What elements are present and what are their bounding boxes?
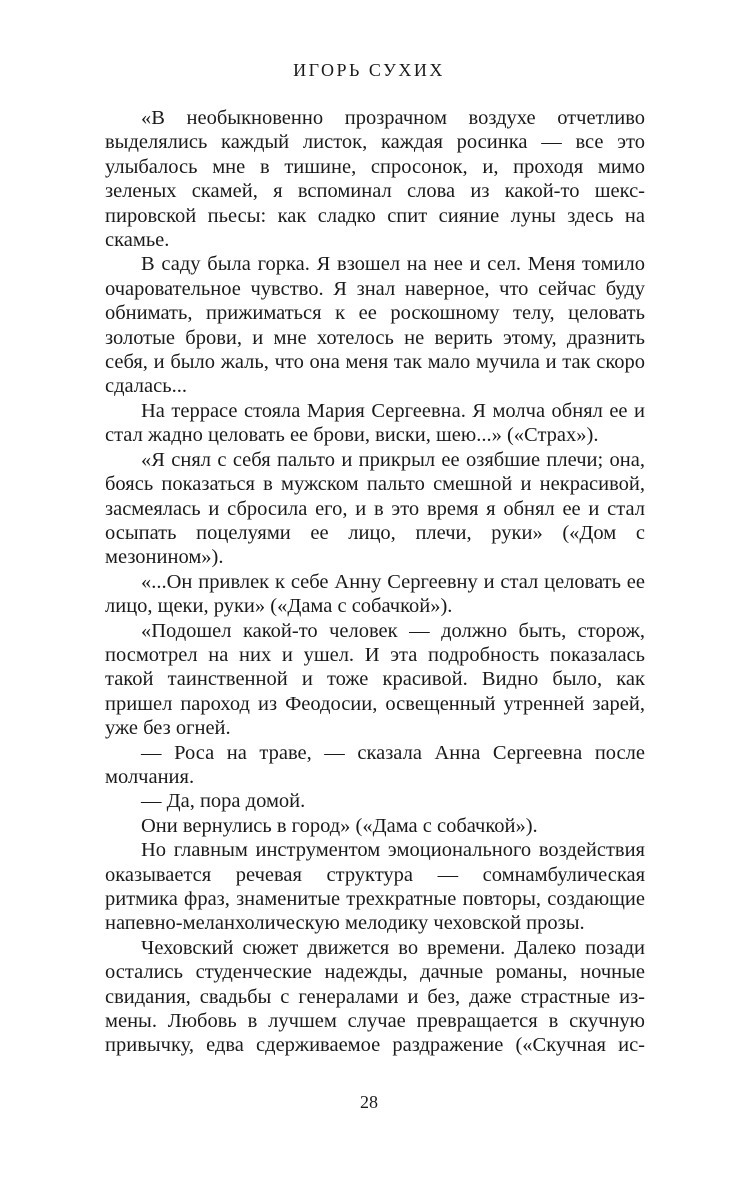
paragraph: Чеховский сюжет движется во времени. Далеко позади остались студенческие надежды, дачные романы, ночные свидания, свадьбы с генералами и без, даже страстные измены. Любовь в лучшем случае превращается в скучную привычку, едва сдерживаемое раздражение («Скучная ис-	[105, 936, 645, 1057]
paragraph: «Подошел какой-то человек — должно быть, сторож, посмотрел на них и ушел. И эта подробность показалась такой таинственной и тоже красивой. Видно было, как пришел пароход из Феодосии, освещенный утренней зарей, уже без огней.	[105, 619, 645, 740]
paragraph: «...Он привлек к себе Анну Сергеевну и стал целовать ее лицо, щеки, руки» («Дама с собачкой»).	[105, 570, 645, 618]
paragraph: «В необыкновенно прозрачном воздухе отчетливо выделялись каждый листок, каждая росинка — все это улыбалось мне в тишине, спросонок, и, проходя мимо зеленых скамей, я вспоминал слова из какой-то шекспировской пьесы: как сладко спит сияние луны здесь на скамье.	[105, 107, 645, 252]
paragraph: Они вернулись в город» («Дама с собачкой»).	[141, 814, 538, 837]
paragraph: На террасе стояла Мария Сергеевна. Я молча обнял ее и стал жадно целовать ее брови, виски, шею...» («Страх»).	[105, 399, 645, 447]
running-head: ИГОРЬ СУХИХ	[293, 60, 445, 80]
paragraph: «Я снял с себя пальто и прикрыл ее озябшие плечи; она, боясь показаться в мужском пальто смешной и некрасивой, засмеялась и сбросила его, и в это время я обнял ее и стал осыпать поцелуями ее лицо, плечи, руки» («Дом с мезонином»).	[105, 448, 645, 569]
paragraph: — Да, пора домой.	[141, 790, 306, 813]
paragraph: Но главным инструментом эмоционального воздействия оказывается речевая структура — сомнамбулическая ритмика фраз, знаменитые трехкратные повторы, создающие напевно-меланхолическую мелодику чеховской прозы.	[105, 839, 645, 935]
body-text	[105, 106, 645, 1058]
paragraph: — Роса на траве, — сказала Анна Сергеевна после молчания.	[105, 741, 645, 788]
paragraph: В саду была горка. Я взошел на нее и сел. Меня томило очаровательное чувство. Я знал наверное, что сейчас буду обнимать, прижиматься к ее роскошному телу, целовать золотые брови, и мне хотелось не верить этому, дразнить себя, и было жаль, что она меня так мало мучила и так скоро сдалась...	[105, 253, 645, 398]
page-number: 28	[360, 1092, 378, 1112]
